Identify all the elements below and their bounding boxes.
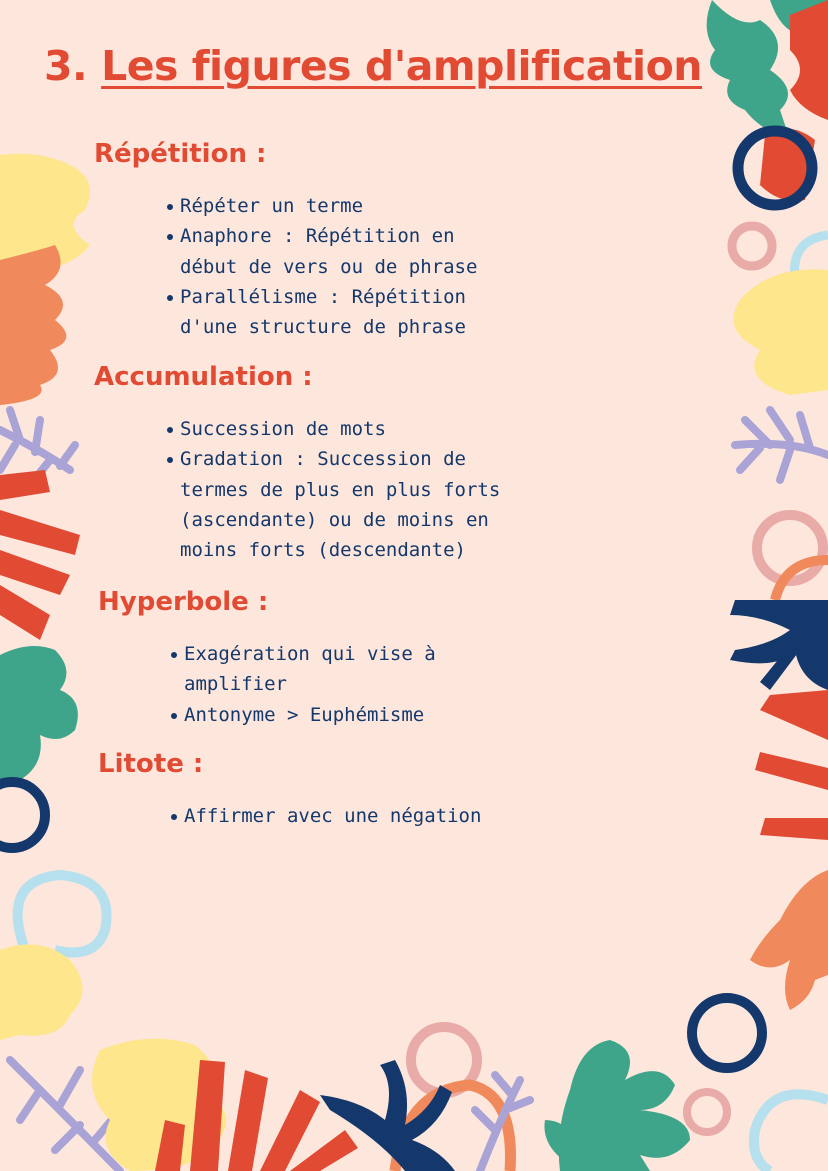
navy-ring-left — [0, 782, 45, 848]
section-repetition — [94, 141, 477, 342]
list-item: Anaphore : Répétition en début de vers ou de phrase — [166, 221, 477, 282]
section-litote — [98, 751, 481, 831]
red-leaf-top-right — [790, 0, 828, 120]
list-item: Gradation : Succession de termes de plus en plus forts (ascendante) ou de moins en moins forts (descendante) — [166, 444, 500, 565]
section-hyperbole — [98, 589, 436, 730]
section-heading: Hyperbole : — [98, 587, 269, 617]
lavender-branch-right — [735, 410, 828, 480]
title-text: Les figures d'amplification — [101, 42, 702, 90]
navy-ring-bottom-right — [692, 998, 762, 1068]
list-item: Exagération qui vise à amplifier — [170, 639, 436, 700]
section-heading: Répétition : — [94, 139, 267, 169]
navy-hand-right — [730, 600, 828, 690]
section-heading: Accumulation : — [94, 362, 313, 392]
list-item: Parallélisme : Répétition d'une structure de phrase — [166, 282, 477, 343]
teal-leaf-left — [0, 646, 78, 785]
yellow-blob-bottom-left — [0, 944, 83, 1040]
bullet-list — [166, 414, 500, 565]
list-item: Affirmer avec une négation — [170, 801, 481, 831]
red-leaves-left — [0, 470, 80, 640]
lightblue-loop-left — [18, 875, 107, 953]
pink-ring-top-right — [732, 226, 772, 266]
section-accumulation — [94, 364, 500, 565]
teal-leaf-bottom — [544, 1040, 690, 1171]
red-leaves-right — [755, 690, 828, 840]
page-title — [44, 42, 702, 90]
list-item: Succession de mots — [166, 414, 500, 444]
lightblue-loop-bottom-right — [754, 1094, 828, 1171]
pink-ring-bottom-right — [687, 1092, 727, 1132]
bullet-list — [166, 191, 477, 342]
list-item: Répéter un terme — [166, 191, 477, 221]
bullet-list — [170, 639, 436, 730]
bullet-list — [170, 801, 481, 831]
section-heading: Litote : — [98, 749, 204, 779]
orange-leaf-right — [750, 870, 828, 1010]
yellow-blob-right — [733, 269, 828, 395]
orange-leaf-left — [0, 245, 66, 405]
list-item: Antonyme > Euphémisme — [170, 700, 436, 730]
title-number: 3. — [44, 42, 88, 90]
